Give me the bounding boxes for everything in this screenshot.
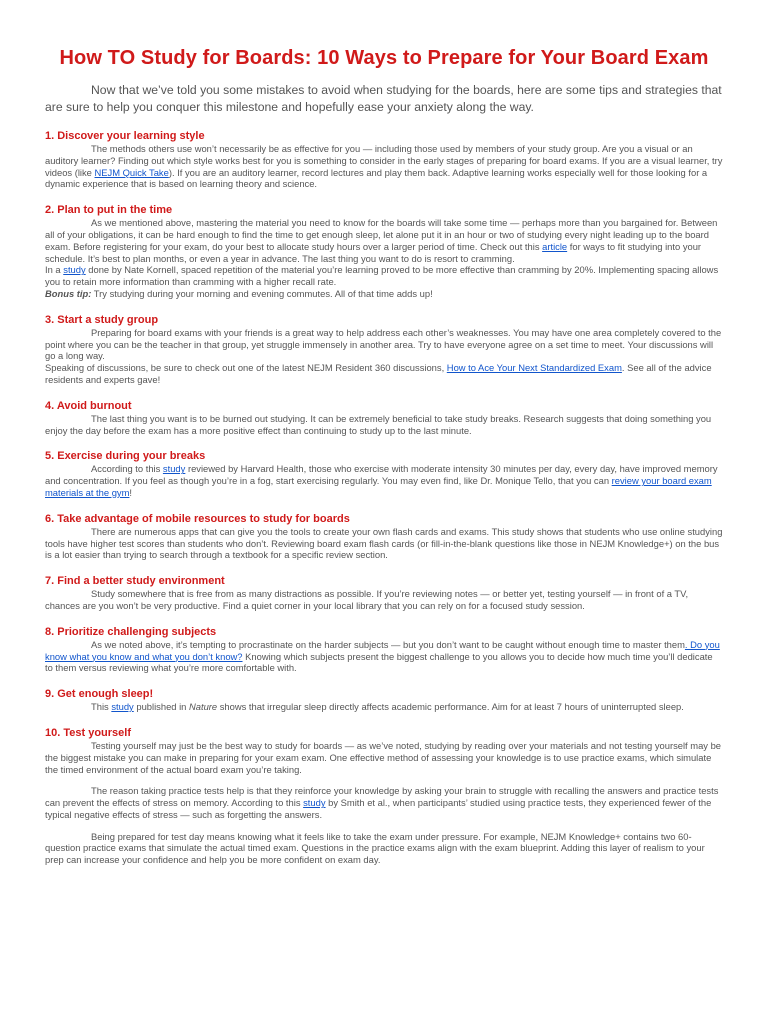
section-paragraph: As we mentioned above, mastering the material you need to know for the boards will take some time — perhaps more than you bargained for. Between all of your obligations, it can be hard enough to find the time to get enough sleep, let alone put it in an hour or two of studying every night leading up to the board exam. Before registering for your exam, do your best to allocate study hours over a larger period of time. Check out this article for ways to fit studying into your schedule. It’s best to plan months, or even a year in advance. The last thing you want to do is resort to cramming.	[45, 217, 718, 264]
know-what-you-know-link[interactable]: . Do you know what you know and what you don’t know?	[45, 638, 720, 662]
section-heading: 1. Discover your learning style	[45, 130, 205, 142]
section-paragraph: In a study done by Nate Kornell, spaced repetition of the material you’re learning proved to be more effective than cramming by 20%. Implementing spacing allows you to retain more information than cramming with a higher recall rate.	[45, 264, 719, 288]
ace-exam-link[interactable]: How to Ace Your Next Standardized Exam	[446, 362, 622, 374]
study-link[interactable]: study	[162, 463, 186, 475]
study-link[interactable]: study	[63, 264, 86, 276]
section-paragraph: Speaking of discussions, be sure to check out one of the latest NEJM Resident 360 discussions, How to Ace Your Next Standardized Exam. See all of the advice residents and experts gave!	[45, 362, 712, 385]
section-5	[45, 450, 723, 498]
section-2	[45, 204, 723, 300]
section-paragraph: As we noted above, it’s tempting to procrastinate on the harder subjects — but you don’t want to be caught without enough time to master them. Do you know what you know and what you don’t know? Knowing which subjects present the biggest challenge to you allows you to decide how much time you’ll dedicate to them versus reviewing what you’re more comfortable with.	[45, 638, 720, 674]
section-heading: 4. Avoid burnout	[45, 399, 132, 412]
section-paragraph: There are numerous apps that can give you the tools to create your own flash cards and exams. This study shows that students who use online studying tools have higher test scores than students who don’t. Reviewing board exam flash cards (or fill-in-the-blank questions like those in NEJM Knowledge+) on the bus is a lot easier than trying to search through a textbook for a specific review section.	[45, 525, 723, 561]
gym-review-link[interactable]: review your board exam materials at the gym	[45, 475, 712, 498]
section-paragraph: Study somewhere that is free from as many distractions as possible. If you’re reviewing notes — or better yet, testing yourself — in front of a TV, chances are you won’t be very productive. Find a quiet corner in your local library that you can rely on for a focused study session.	[45, 588, 689, 611]
section-paragraph: This study published in Nature shows that irregular sleep directly affects academic performance. Aim for at least 7 hours of uninterrupted sleep.	[91, 701, 684, 713]
section-paragraph: The reason taking practice tests help is that they reinforce your knowledge by asking your brain to struggle with recalling the answers and practice tests can prevent the effects of stress on memory. According to this study by Smith et al., when participants’ studied using practice tests, they experienced fewer of the typical negative effects of stress — such as forgetting the answers.	[45, 785, 719, 820]
section-heading: 8. Prioritize challenging subjects	[45, 625, 217, 638]
section-paragraph: The methods others use won’t necessarily be as effective for you — including those used by members of your study group. Are you a visual or an auditory learner? Finding out which style works best for you is something to consider in the early stages of preparing for board exams. If you are a visual learner, try videos (like NEJM Quick Take). If you are an auditory learner, record lectures and play them back. Adaptive learning works especially well for those looking for a dynamic experience that is based on learning theory and science.	[45, 143, 723, 190]
section-9	[45, 688, 723, 713]
article-link[interactable]: article	[542, 240, 568, 252]
bonus-tip: Bonus tip: Try studying during your morning and evening commutes. All of that time adds up!	[45, 287, 433, 299]
study-link[interactable]: study	[303, 797, 326, 809]
page-title: How TO Study for Boards: 10 Ways to Prepare for Your Board Exam	[59, 47, 709, 69]
section-heading: 10. Test yourself	[45, 726, 131, 739]
section-3	[45, 314, 723, 386]
section-heading: 6. Take advantage of mobile resources to study for boards	[45, 512, 350, 525]
section-10	[45, 727, 723, 866]
section-heading: 9. Get enough sleep!	[45, 688, 154, 701]
section-8	[45, 626, 723, 674]
section-paragraph: Being prepared for test day means knowing what it feels like to take the exam under pressure. For example, NEJM Knowledge+ contains two 60-question practice exams that simulate the actual timed exam. Questions in the practice exams align with the exam blueprint. Adding this layer of realism to your prep can increase your confidence and help you be more confident on exam day.	[45, 830, 705, 866]
intro-paragraph: Now that we’ve told you some mistakes to avoid when studying for the boards, here are some tips and strategies that are sure to help you conquer this milestone and hopefully ease your anxiety along the way.	[45, 83, 722, 114]
section-paragraph: The last thing you want is to be burned out studying. It can be extremely beneficial to take study breaks. Research suggests that doing something you enjoy the day before the exam has a more positive effect than continuing to study up to the last minute.	[45, 412, 712, 436]
section-4	[45, 400, 723, 437]
section-paragraph: Preparing for board exams with your friends is a great way to help address each other’s weaknesses. You may have one area completely covered to the point where you can be the teacher in that group, yet struggle immensely in another area. Try to have everyone agree on a set time to meet. Your discussions will go a long way.	[45, 326, 722, 362]
bonus-tip-label: Bonus tip:	[45, 287, 92, 299]
nejm-quick-take-link[interactable]: NEJM Quick Take	[94, 166, 169, 178]
section-paragraph: According to this study reviewed by Harvard Health, those who exercise with moderate intensity 30 minutes per day, every day, have improved memory and concentration. If you feel as though you’re in a fog, start exercising regularly. You may even find, like Dr. Monique Tello, that you can review your board exam materials at the gym!	[45, 463, 718, 498]
section-heading: 3. Start a study group	[45, 313, 159, 326]
section-1	[45, 130, 723, 190]
section-heading: 5. Exercise during your breaks	[45, 450, 206, 463]
section-paragraph: Testing yourself may just be the best way to study for boards — as we’ve noted, studying by reading over your materials and not testing yourself may be the biggest mistake you can make in preparing for your exam exam. One effective method of assessing your knowledge is to use practice exams, which simulate the timed environment of the actual board exam you’re taking.	[45, 739, 722, 775]
section-6	[45, 513, 723, 561]
section-heading: 2. Plan to put in the time	[45, 204, 173, 217]
section-heading: 7. Find a better study environment	[45, 575, 225, 588]
study-link[interactable]: study	[111, 701, 134, 713]
section-7	[45, 575, 723, 612]
